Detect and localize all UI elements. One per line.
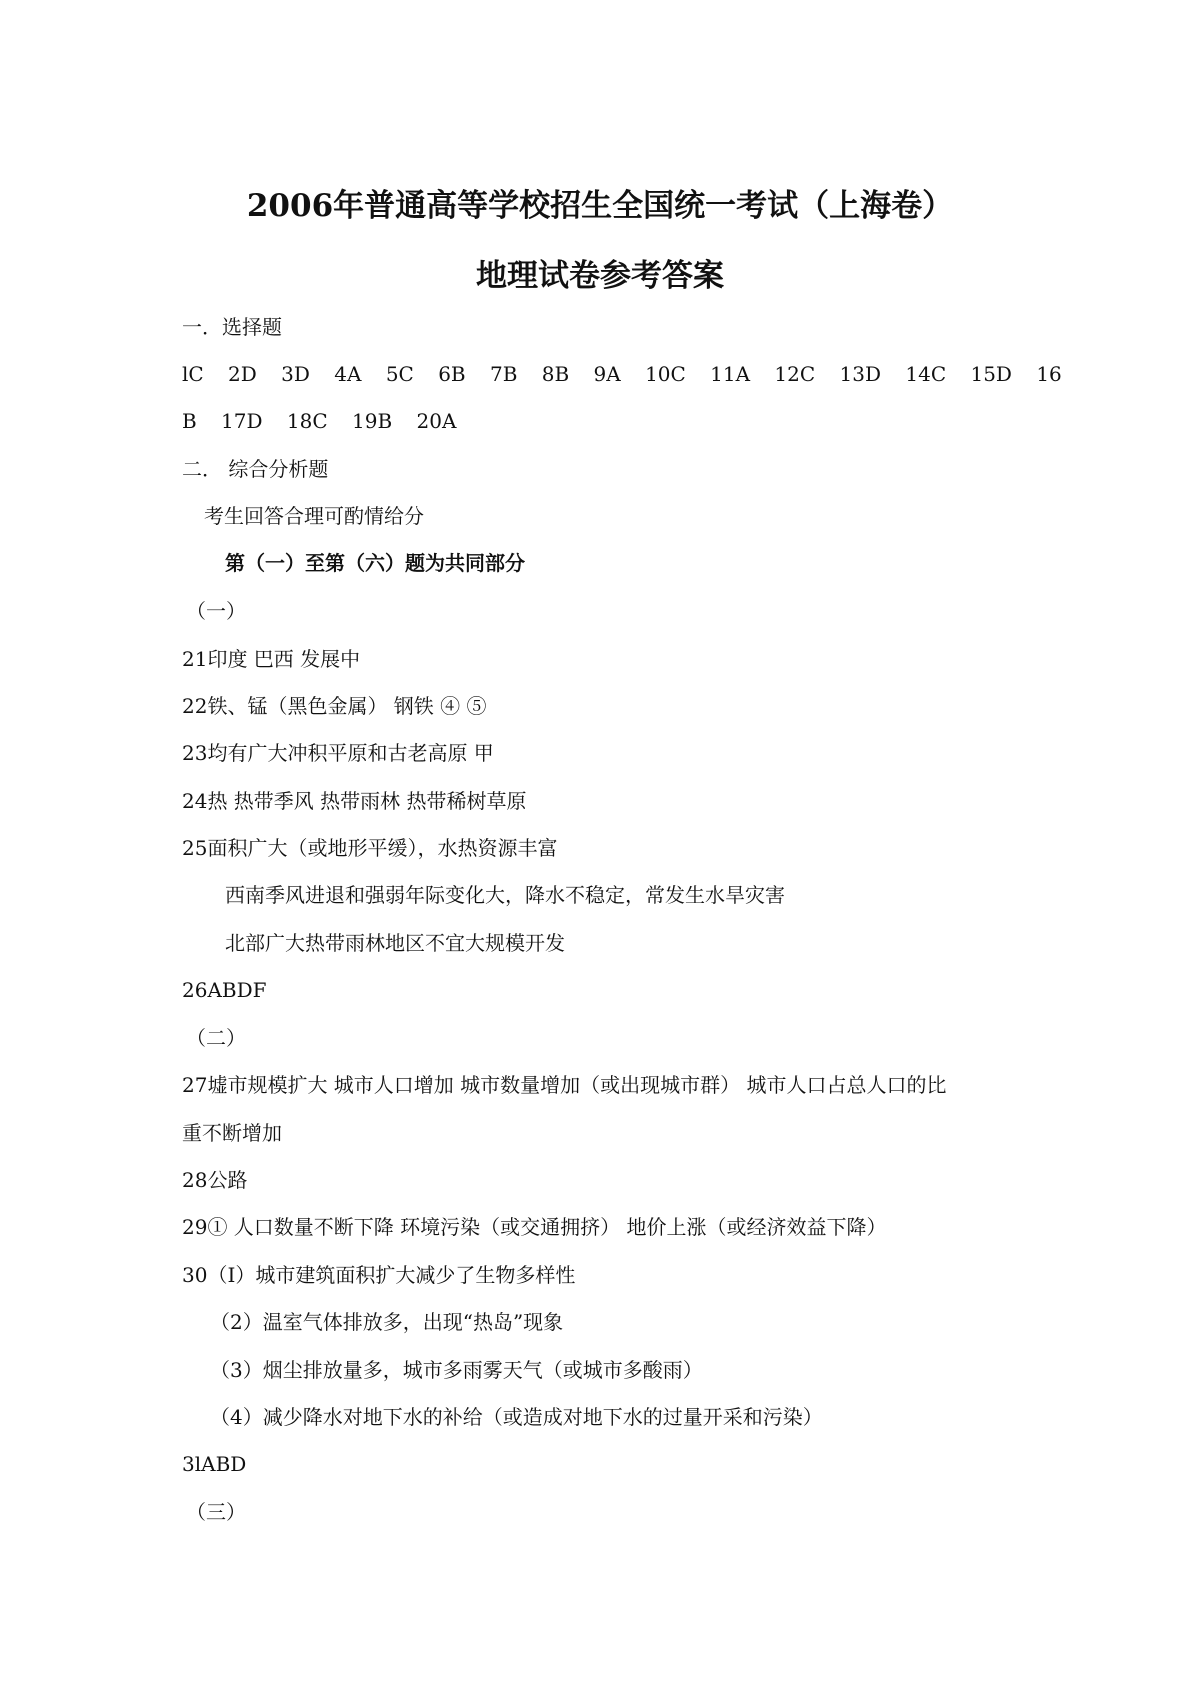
choice-answers-line-2: B 17D 18C 19B 20A [182,409,457,433]
document-title: 2006年普通高等学校招生全国统一考试（上海卷） [246,188,954,224]
document-subtitle: 地理试卷参考答案 [476,258,724,294]
answer-line: 28公路 [182,1168,248,1192]
common-part-note: 第（一）至第（六）题为共同部分 [225,551,525,575]
section2-heading: 二． 综合分析题 [182,457,329,481]
answer-line: 29① 人口数量不断下降 环境污染（或交通拥挤） 地价上涨（或经济效益下降） [182,1215,887,1239]
answer-line: 北部广大热带雨林地区不宜大规模开发 [225,931,565,955]
answer-line: 3lABD [182,1452,247,1476]
answer-line: 25面积广大（或地形平缓），水热资源丰富 [182,836,558,860]
scoring-note: 考生回答合理可酌情给分 [204,504,424,528]
answer-line: 21印度 巴西 发展中 [182,647,361,671]
part3-marker: （三） [186,1500,246,1524]
answer-line: 22铁、锰（黑色金属） 钢铁 ④ ⑤ [182,694,487,718]
answer-line: 24热 热带季风 热带雨林 热带稀树草原 [182,789,527,813]
answer-line: 23均有广大冲积平原和古老高原 甲 [182,741,494,765]
choice-answers-line-1: lC 2D 3D 4A 5C 6B 7B 8B 9A 10C 11A 12C 13D 14C 15D 16 [182,362,1062,386]
answer-line: 西南季风进退和强弱年际变化大，降水不稳定，常发生水旱灾害 [225,883,785,907]
answer-line: 27墟市规模扩大 城市人口增加 城市数量增加（或出现城市群） 城市人口占总人口的比 [182,1073,947,1097]
part1-marker: （一） [186,599,246,623]
answer-line: （4）减少降水对地下水的补给（或造成对地下水的过量开采和污染） [210,1405,823,1429]
part2-marker: （二） [186,1026,246,1050]
section1-heading: 一．选择题 [182,315,282,339]
answer-line: 26ABDF [182,978,267,1002]
answer-line: 30（I）城市建筑面积扩大减少了生物多样性 [182,1263,576,1287]
answer-line: 重不断增加 [182,1121,282,1145]
answer-line: （3）烟尘排放量多，城市多雨雾天气（或城市多酸雨） [210,1358,703,1382]
answer-line: （2）温室气体排放多，出现“热岛”现象 [210,1310,564,1334]
